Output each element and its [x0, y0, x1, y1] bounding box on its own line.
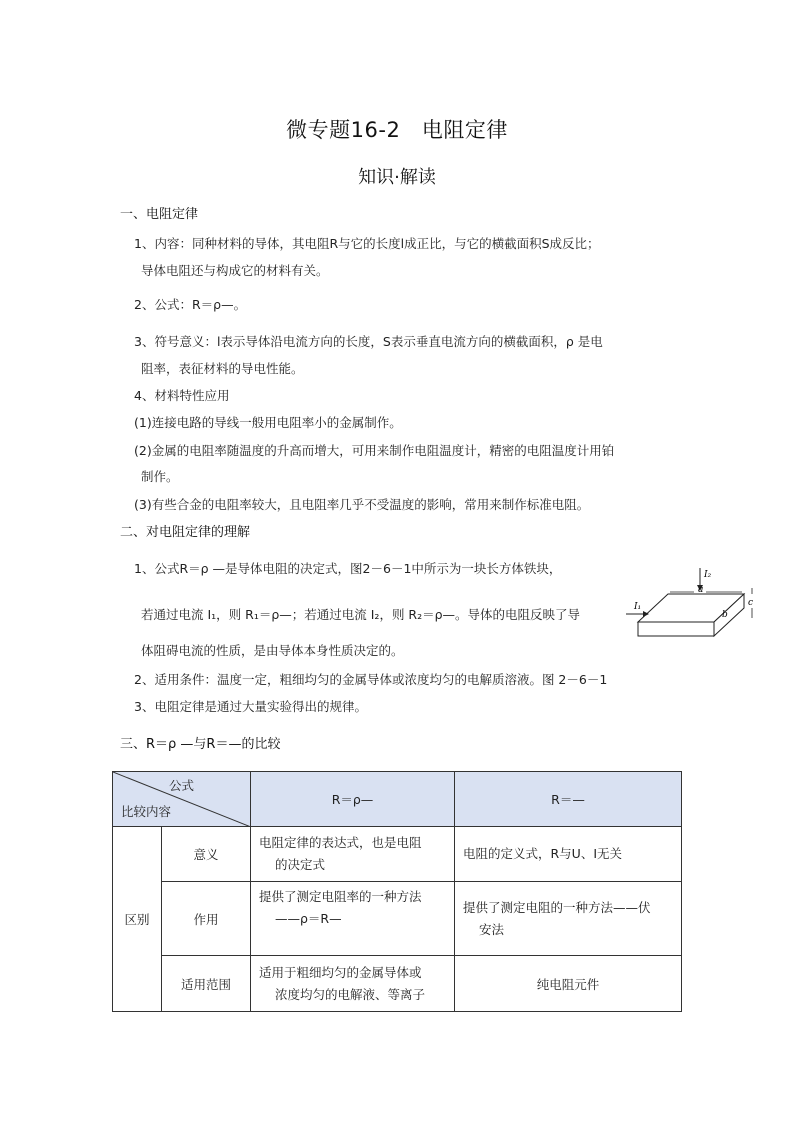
corner-top-label: 公式 — [168, 778, 194, 793]
section1-symbol-line1: 3、符号意义：l表示导体沿电流方向的长度，S表示垂直电流方向的横截面积，ρ 是电 — [134, 334, 603, 349]
table-row — [113, 956, 682, 1012]
section1-content-line1: 1、内容：同种材料的导体，其电阻R与它的长度l成正比，与它的横截面积S成反比； — [134, 236, 600, 251]
corner-bottom-label: 比较内容 — [121, 804, 172, 819]
row3-col2-cell: 纯电阻元件 — [455, 956, 682, 1012]
label-i1: I₁ — [634, 602, 642, 612]
section1-app2-line1: (2)金属的电阻率随温度的升高而增大，可用来制作电阻温度计，精密的电阻温度计用铂 — [134, 443, 615, 458]
section1-app2-line2: 制作。 — [141, 469, 179, 484]
row2-col2-cell — [455, 882, 682, 956]
section2-item1-line3: 体阻碍电流的性质，是由导体本身性质决定的。 — [141, 643, 404, 658]
table-header-row — [113, 772, 682, 827]
page-subtitle: 知识·解读 — [358, 167, 436, 188]
cell-text: 提供了测定电阻的一种方法——伏 — [463, 899, 651, 915]
table-row — [113, 827, 682, 882]
row2-col1-cell — [251, 882, 455, 956]
row-label: 意义 — [162, 827, 251, 882]
column-header-1: R＝ρ— — [251, 772, 455, 827]
label-a: a — [698, 585, 704, 595]
section2-item1-line1: 1、公式R＝ρ —是导体电阻的决定式，图2－6－1中所示为一块长方体铁块， — [134, 561, 562, 576]
row1-col2-cell — [455, 827, 682, 882]
cell-text: 安法 — [479, 921, 505, 937]
section2-item1-line2: 若通过电流 I₁，则 R₁＝ρ—；若通过电流 I₂，则 R₂＝ρ—。导体的电阻反映了导 — [141, 607, 581, 622]
row-label: 适用范围 — [162, 956, 251, 1012]
section1-symbol-line2: 阻率，表征材料的导电性能。 — [141, 361, 304, 376]
section2-item3: 3、电阻定律是通过大量实验得出的规律。 — [134, 699, 367, 714]
section1-formula: 2、公式：R＝ρ—。 — [134, 297, 247, 312]
label-c: c — [748, 598, 754, 608]
column-header-2: R＝— — [455, 772, 682, 827]
section1-heading: 一、电阻定律 — [120, 207, 199, 222]
row-label: 作用 — [162, 882, 251, 956]
cell-text: 浓度均匀的电解液、等离子 — [275, 986, 426, 1002]
cell-text: ——ρ＝R— — [275, 911, 342, 926]
cell-text: 电阻的定义式，R与U、I无关 — [463, 846, 623, 861]
section1-app1: (1)连接电路的导线一般用电阻率小的金属制作。 — [134, 415, 402, 430]
table-row — [113, 882, 682, 956]
section1-app3: (3)有些合金的电阻率较大，且电阻率几乎不受温度的影响，常用来制作标准电阻。 — [134, 497, 590, 512]
group-label-cell: 区别 — [113, 827, 162, 1012]
page-title: 微专题16-2 电阻定律 — [286, 118, 508, 142]
section1-content-line2: 导体电阻还与构成它的材料有关。 — [141, 263, 329, 278]
block-front-face — [638, 622, 714, 636]
label-b: b — [722, 610, 728, 620]
comparison-table — [112, 771, 682, 1012]
corner-header-cell — [113, 772, 251, 827]
iron-block-diagram — [624, 562, 760, 650]
row3-col1-cell — [251, 956, 455, 1012]
section2-item2: 2、适用条件：温度一定，粗细均匀的金属导体或浓度均匀的电解质溶液。图 2－6－1 — [134, 672, 608, 687]
cell-text: 电阻定律的表达式，也是电阻 — [259, 835, 422, 850]
cell-text: 的决定式 — [275, 857, 326, 872]
section1-app-heading: 4、材料特性应用 — [134, 388, 230, 403]
cell-text: 适用于粗细均匀的金属导体或 — [259, 964, 422, 980]
section3-heading: 三、R＝ρ —与R＝—的比较 — [120, 737, 281, 752]
row1-col1-cell — [251, 827, 455, 882]
label-i2: I₂ — [704, 570, 712, 580]
cell-text: 提供了测定电阻率的一种方法 — [259, 889, 422, 904]
section2-heading: 二、对电阻定律的理解 — [120, 525, 251, 540]
